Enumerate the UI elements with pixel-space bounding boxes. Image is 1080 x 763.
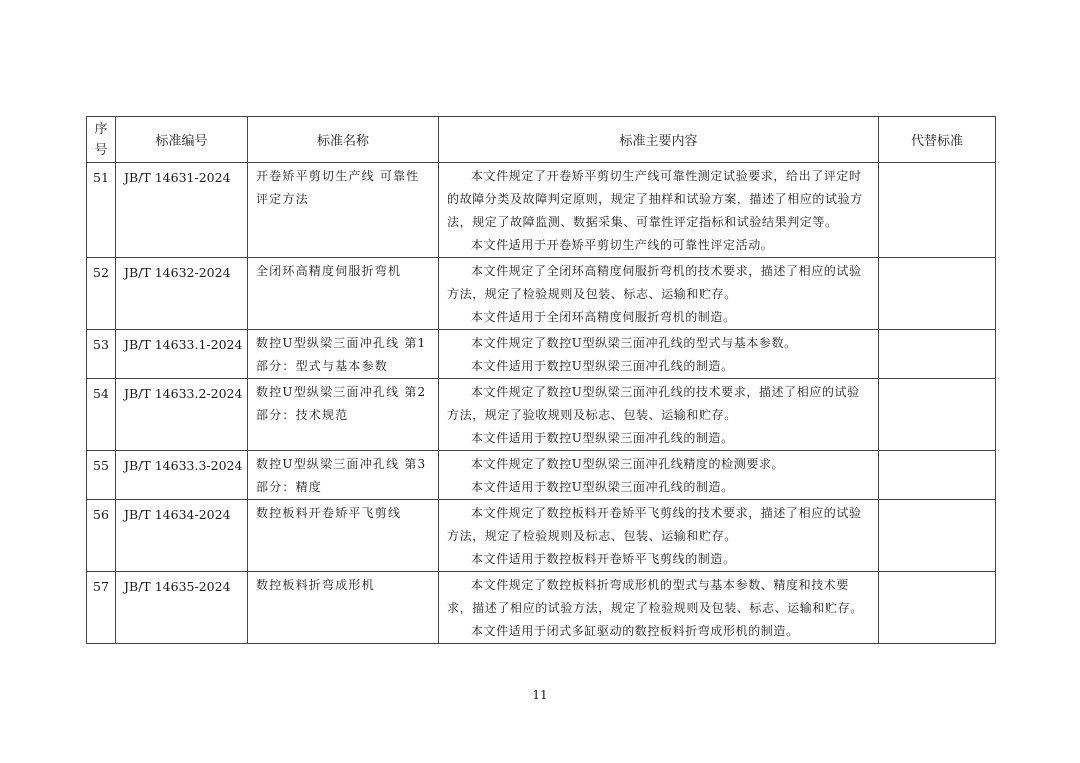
row-replace bbox=[879, 379, 996, 451]
table-row bbox=[87, 451, 996, 500]
content-paragraph: 本文件规定了全闭环高精度伺服折弯机的技术要求，描述了相应的试验方法，规定了检验规则及包装、标志、运输和贮存。 bbox=[447, 264, 862, 301]
table-row bbox=[87, 330, 996, 379]
header-replace: 代替标准 bbox=[879, 117, 996, 163]
row-seq: 51 bbox=[87, 163, 116, 258]
row-replace bbox=[879, 572, 996, 644]
table-row bbox=[87, 258, 996, 330]
content-paragraph: 本文件适用于数控板料开卷矫平飞剪线的制造。 bbox=[471, 552, 736, 566]
row-content bbox=[439, 451, 879, 500]
row-name: 数控板料开卷矫平飞剪线 bbox=[248, 500, 439, 572]
header-code: 标准编号 bbox=[116, 117, 248, 163]
table-row bbox=[87, 500, 996, 572]
row-replace bbox=[879, 451, 996, 500]
row-seq: 54 bbox=[87, 379, 116, 451]
row-seq: 55 bbox=[87, 451, 116, 500]
row-content bbox=[439, 379, 879, 451]
row-name: 数控U型纵梁三面冲孔线 第1部分：型式与基本参数 bbox=[248, 330, 439, 379]
row-content bbox=[439, 500, 879, 572]
row-name: 开卷矫平剪切生产线 可靠性评定方法 bbox=[248, 163, 439, 258]
content-paragraph: 本文件规定了开卷矫平剪切生产线可靠性测定试验要求，给出了评定时的故障分类及故障判定原则，规定了抽样和试验方案，描述了相应的试验方法，规定了故障监测、数据采集、可靠性评定指标和试验结果判定等。 bbox=[447, 169, 863, 229]
row-name: 全闭环高精度伺服折弯机 bbox=[248, 258, 439, 330]
content-paragraph: 本文件规定了数控U型纵梁三面冲孔线精度的检测要求。 bbox=[471, 457, 785, 471]
row-name: 数控U型纵梁三面冲孔线 第3部分：精度 bbox=[248, 451, 439, 500]
table-row bbox=[87, 572, 996, 644]
row-name: 数控U型纵梁三面冲孔线 第2部分：技术规范 bbox=[248, 379, 439, 451]
content-paragraph: 本文件适用于开卷矫平剪切生产线的可靠性评定活动。 bbox=[471, 238, 774, 252]
row-replace bbox=[879, 330, 996, 379]
row-content bbox=[439, 163, 879, 258]
row-content bbox=[439, 258, 879, 330]
header-seq-line2: 号 bbox=[94, 142, 108, 158]
header-seq bbox=[87, 117, 116, 163]
row-code: JB/T 14631-2024 bbox=[116, 163, 248, 258]
row-code: JB/T 14632-2024 bbox=[116, 258, 248, 330]
row-seq: 57 bbox=[87, 572, 116, 644]
header-content: 标准主要内容 bbox=[439, 117, 879, 163]
content-paragraph: 本文件规定了数控板料开卷矫平飞剪线的技术要求，描述了相应的试验方法，规定了检验规则及标志、包装、运输和贮存。 bbox=[447, 506, 862, 543]
row-code: JB/T 14633.3-2024 bbox=[116, 451, 248, 500]
header-name: 标准名称 bbox=[248, 117, 439, 163]
content-paragraph: 本文件适用于数控U型纵梁三面冲孔线的制造。 bbox=[471, 480, 734, 494]
content-paragraph: 本文件规定了数控U型纵梁三面冲孔线的技术要求，描述了相应的试验方法，规定了验收规则及标志、包装、运输和贮存。 bbox=[447, 385, 860, 422]
header-seq-line1: 序 bbox=[94, 121, 108, 137]
row-seq: 52 bbox=[87, 258, 116, 330]
content-paragraph: 本文件适用于闭式多缸驱动的数控板料折弯成形机的制造。 bbox=[471, 624, 799, 638]
content-paragraph: 本文件规定了数控板料折弯成形机的型式与基本参数、精度和技术要求，描述了相应的试验方法，规定了检验规则及包装、标志、运输和贮存。 bbox=[447, 578, 863, 615]
row-seq: 53 bbox=[87, 330, 116, 379]
row-replace bbox=[879, 500, 996, 572]
row-code: JB/T 14635-2024 bbox=[116, 572, 248, 644]
row-name: 数控板料折弯成形机 bbox=[248, 572, 439, 644]
content-paragraph: 本文件适用于数控U型纵梁三面冲孔线的制造。 bbox=[471, 359, 734, 373]
row-replace bbox=[879, 163, 996, 258]
content-paragraph: 本文件适用于数控U型纵梁三面冲孔线的制造。 bbox=[471, 431, 734, 445]
table-row bbox=[87, 379, 996, 451]
standards-table bbox=[86, 116, 996, 644]
row-content bbox=[439, 572, 879, 644]
content-paragraph: 本文件适用于全闭环高精度伺服折弯机的制造。 bbox=[471, 310, 736, 324]
table-header-row bbox=[87, 117, 996, 163]
row-code: JB/T 14633.1-2024 bbox=[116, 330, 248, 379]
content-paragraph: 本文件规定了数控U型纵梁三面冲孔线的型式与基本参数。 bbox=[471, 336, 797, 350]
row-content bbox=[439, 330, 879, 379]
row-replace bbox=[879, 258, 996, 330]
page-number: 11 bbox=[532, 688, 548, 702]
row-seq: 56 bbox=[87, 500, 116, 572]
row-code: JB/T 14634-2024 bbox=[116, 500, 248, 572]
row-code: JB/T 14633.2-2024 bbox=[116, 379, 248, 451]
table-row bbox=[87, 163, 996, 258]
